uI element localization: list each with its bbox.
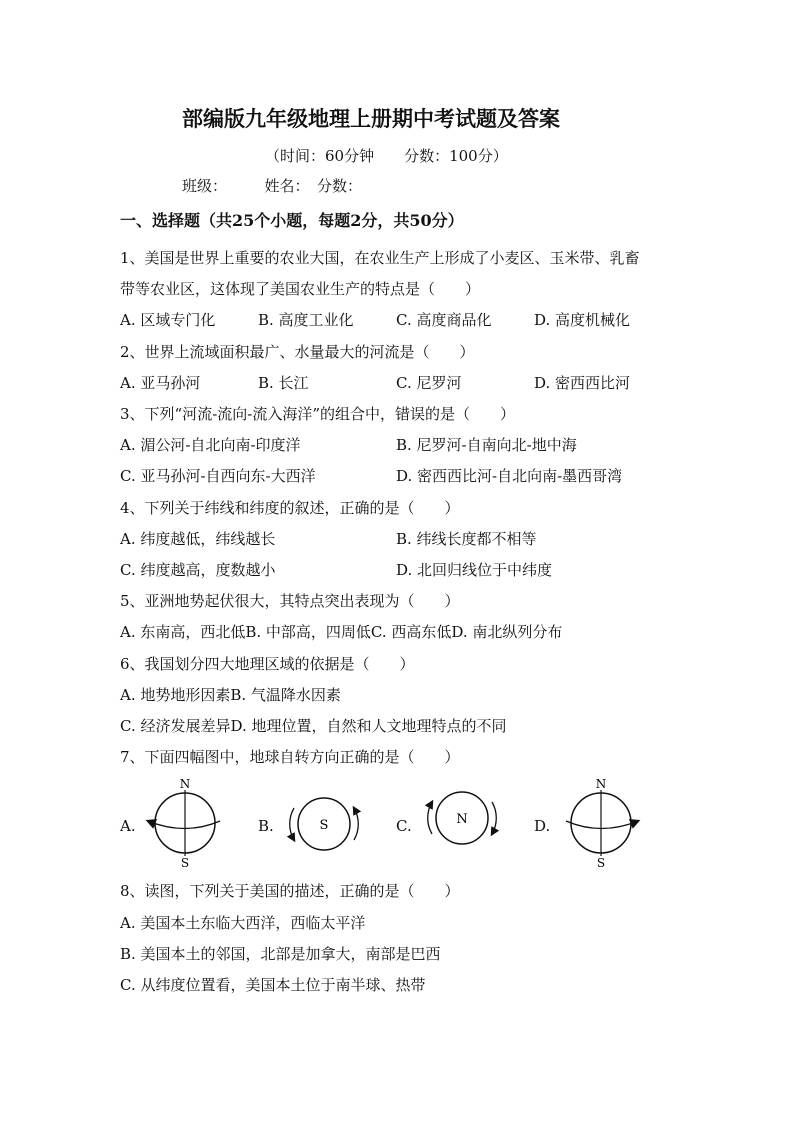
q6-options-ab: A. 地势地形因素B. 气温降水因素 [120,686,341,704]
q6-stem: 6、我国划分四大地理区域的依据是（ ） [120,655,415,673]
page-title: 部编版九年级地理上册期中考试题及答案 [182,106,560,131]
q4-stem: 4、下列关于纬线和纬度的叙述，正确的是（ ） [120,499,460,517]
q1-option-d: D. 高度机械化 [534,311,631,329]
south-pole-label: S [319,818,329,833]
q4-option-b: B. 纬线长度都不相等 [396,530,537,548]
q1-option-b: B. 高度工业化 [258,311,354,329]
north-label: N [595,777,607,791]
exam-time-score: （时间：60分钟 分数：100分） [265,147,508,165]
q8-option-c: C. 从纬度位置看，美国本土位于南半球、热带 [120,976,426,994]
q7-stem: 7、下面四幅图中，地球自转方向正确的是（ ） [120,748,460,766]
q2-stem: 2、世界上流域面积最广、水量最大的河流是（ ） [120,343,475,361]
q8-option-a: A. 美国本土东临大西洋，西临太平洋 [120,914,366,932]
q2-option-c: C. 尼罗河 [396,374,462,392]
q7-figure-b [284,790,364,858]
q5-stem: 5、亚洲地势起伏很大，其特点突出表现为（ ） [120,592,460,610]
q7-figure-d [556,776,646,870]
q8-option-b: B. 美国本土的邻国，北部是加拿大，南部是巴西 [120,945,441,963]
q1-stem-line1: 1、美国是世界上重要的农业大国，在农业生产上形成了小麦区、玉米带、乳畜 [120,249,640,267]
q2-option-b: B. 长江 [258,374,309,392]
north-label: N [179,777,191,791]
north-pole-label: N [456,812,468,827]
q2-option-a: A. 亚马孙河 [120,374,201,392]
q6-options-cd: C. 经济发展差异D. 地理位置，自然和人文地理特点的不同 [120,717,507,735]
q1-stem-line2: 带等农业区，这体现了美国农业生产的特点是（ ） [120,280,481,298]
q7-option-a: A. [120,817,136,835]
q2-option-d: D. 密西西比河 [534,374,631,392]
q8-stem: 8、读图，下列关于美国的描述，正确的是（ ） [120,882,460,900]
section-heading: 一、选择题（共25个小题，每题2分，共50分） [120,211,464,230]
q7-figure-c [422,784,502,852]
q1-option-c: C. 高度商品化 [396,311,492,329]
q3-option-b: B. 尼罗河-自南向北-地中海 [396,436,577,454]
q7-option-c: C. [396,817,412,835]
q3-option-a: A. 湄公河-自北向南-印度洋 [120,436,301,454]
q7-figure-a [140,776,230,870]
q4-option-c: C. 纬度越高，度数越小 [120,561,276,579]
q4-option-a: A. 纬度越低，纬线越长 [120,530,276,548]
q5-options: A. 东南高，西北低B. 中部高，四周低C. 西高东低D. 南北纵列分布 [120,623,563,641]
q7-option-d: D. [534,817,551,835]
q1-option-a: A. 区域专门化 [120,311,216,329]
q3-option-c: C. 亚马孙河-自西向东-大西洋 [120,467,316,485]
south-label: S [180,856,190,870]
student-info-fields: 班级： 姓名： 分数： [182,177,363,195]
q7-option-b: B. [258,817,274,835]
q3-stem: 3、下列“河流-流向-流入海洋”的组合中，错误的是（ ） [120,405,516,423]
q3-option-d: D. 密西西比河-自北向南-墨西哥湾 [396,467,623,485]
south-label: S [596,856,606,870]
q4-option-d: D. 北回归线位于中纬度 [396,561,553,579]
